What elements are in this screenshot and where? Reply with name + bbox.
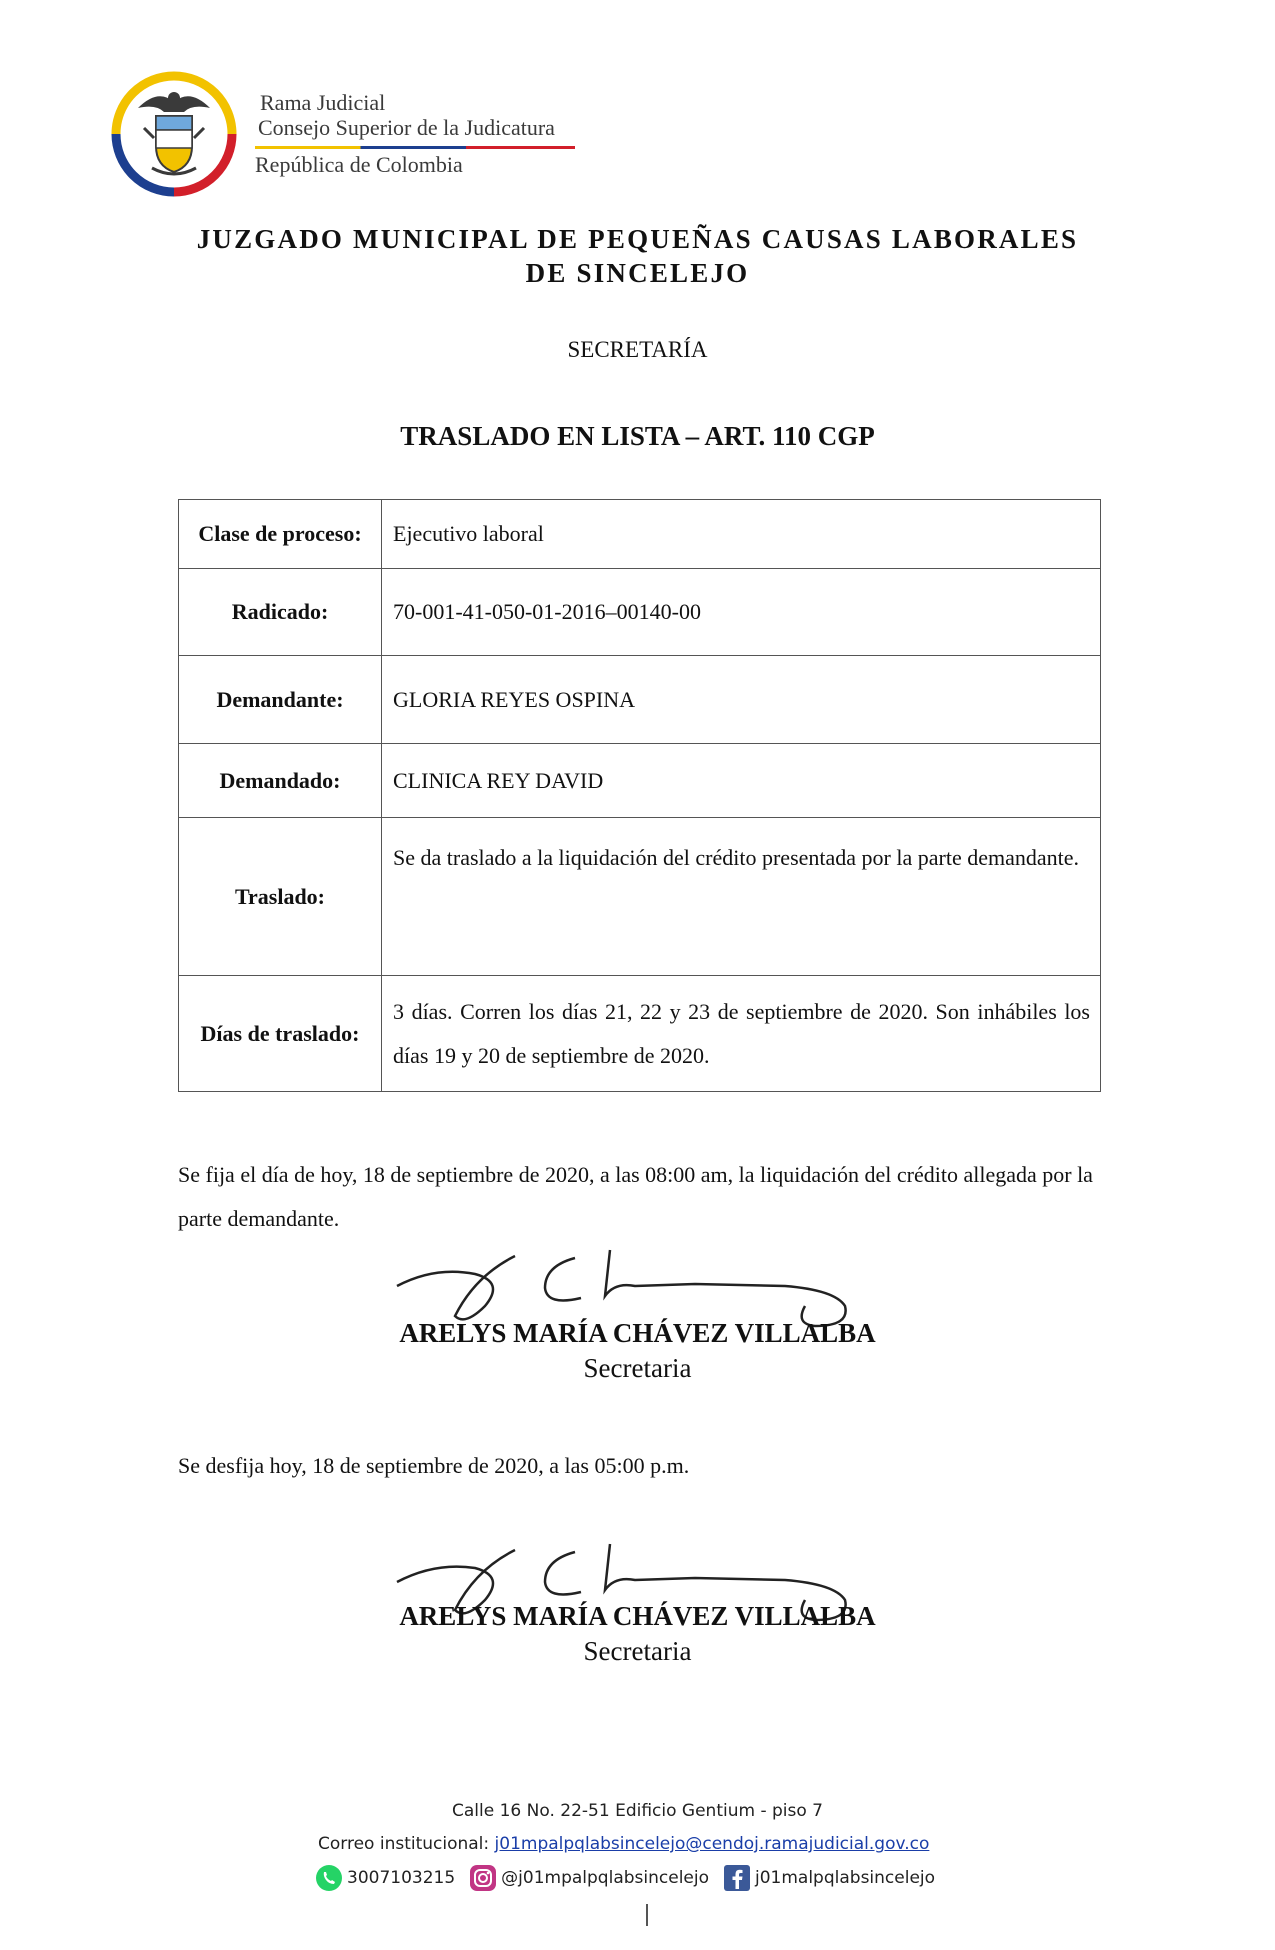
table-row	[179, 569, 1101, 656]
row-label-demandante: Demandante:	[179, 656, 382, 744]
section-heading: SECRETARÍA	[567, 337, 708, 362]
row-value-clase: Ejecutivo laboral	[382, 500, 1101, 569]
signer-role: Secretaria	[583, 1353, 692, 1383]
footer-address: Calle 16 No. 22-51 Edificio Gentium - piso 7	[452, 1801, 823, 1821]
flag-rule	[255, 146, 575, 149]
row-label-radicado: Radicado:	[179, 569, 382, 656]
court-name-line1: JUZGADO MUNICIPAL DE PEQUEÑAS CAUSAS LABORALES	[196, 224, 1079, 254]
table-row	[179, 656, 1101, 744]
row-value-demandante: GLORIA REYES OSPINA	[382, 656, 1101, 744]
email-link[interactable]: j01mpalpqlabsincelejo@cendoj.ramajudicial.gov.co	[494, 1834, 930, 1854]
case-info-table	[178, 499, 1101, 1092]
court-name-line2: DE SINCELEJO	[525, 258, 750, 288]
whatsapp-icon	[315, 1864, 343, 1892]
logo-text-consejo: Consejo Superior de la Judicatura	[258, 115, 555, 140]
row-value-traslado: Se da traslado a la liquidación del crédito presentada por la parte demandante.	[382, 818, 1101, 976]
table-row	[179, 500, 1101, 569]
footer-social	[315, 1864, 935, 1892]
logo-text-republica: República de Colombia	[255, 152, 463, 177]
facebook-icon	[723, 1864, 751, 1892]
fija-paragraph: Se fija el día de hoy, 18 de septiembre de 2020, a las 08:00 am, la liquidación del crédito allegada por la parte demandante.	[178, 1162, 1093, 1231]
row-label-clase: Clase de proceso:	[179, 500, 382, 569]
signer-name: ARELYS MARÍA CHÁVEZ VILLALBA	[399, 1601, 876, 1631]
row-value-radicado: 70-001-41-050-01-2016–00140-00	[382, 569, 1101, 656]
document-title: TRASLADO EN LISTA – ART. 110 CGP	[400, 421, 875, 451]
footer-email-line	[318, 1834, 929, 1854]
facebook-handle: j01malpqlabsincelejo	[755, 1868, 936, 1888]
row-label-dias: Días de traslado:	[179, 976, 382, 1092]
row-label-demandado: Demandado:	[179, 744, 382, 818]
row-value-dias: 3 días. Corren los días 21, 22 y 23 de septiembre de 2020. Son inhábiles los días 19 y 20 de septiembre de 2020.	[382, 976, 1101, 1092]
row-label-traslado: Traslado:	[179, 818, 382, 976]
email-label: Correo institucional:	[318, 1834, 495, 1854]
instagram-handle: @j01mpalpqlabsincelejo	[501, 1868, 709, 1888]
table-row	[179, 976, 1101, 1092]
signer-name: ARELYS MARÍA CHÁVEZ VILLALBA	[399, 1318, 876, 1348]
table-row	[179, 744, 1101, 818]
signer-role: Secretaria	[583, 1636, 692, 1666]
text-cursor	[646, 1904, 648, 1926]
instagram-icon	[469, 1864, 497, 1892]
phone-number: 3007103215	[347, 1868, 456, 1888]
logo-text-rama-judicial: Rama Judicial	[260, 90, 386, 115]
rama-judicial-logo	[108, 68, 240, 200]
desfija-paragraph: Se desfija hoy, 18 de septiembre de 2020, a las 05:00 p.m.	[178, 1453, 690, 1478]
row-value-demandado: CLINICA REY DAVID	[382, 744, 1101, 818]
table-row	[179, 818, 1101, 976]
